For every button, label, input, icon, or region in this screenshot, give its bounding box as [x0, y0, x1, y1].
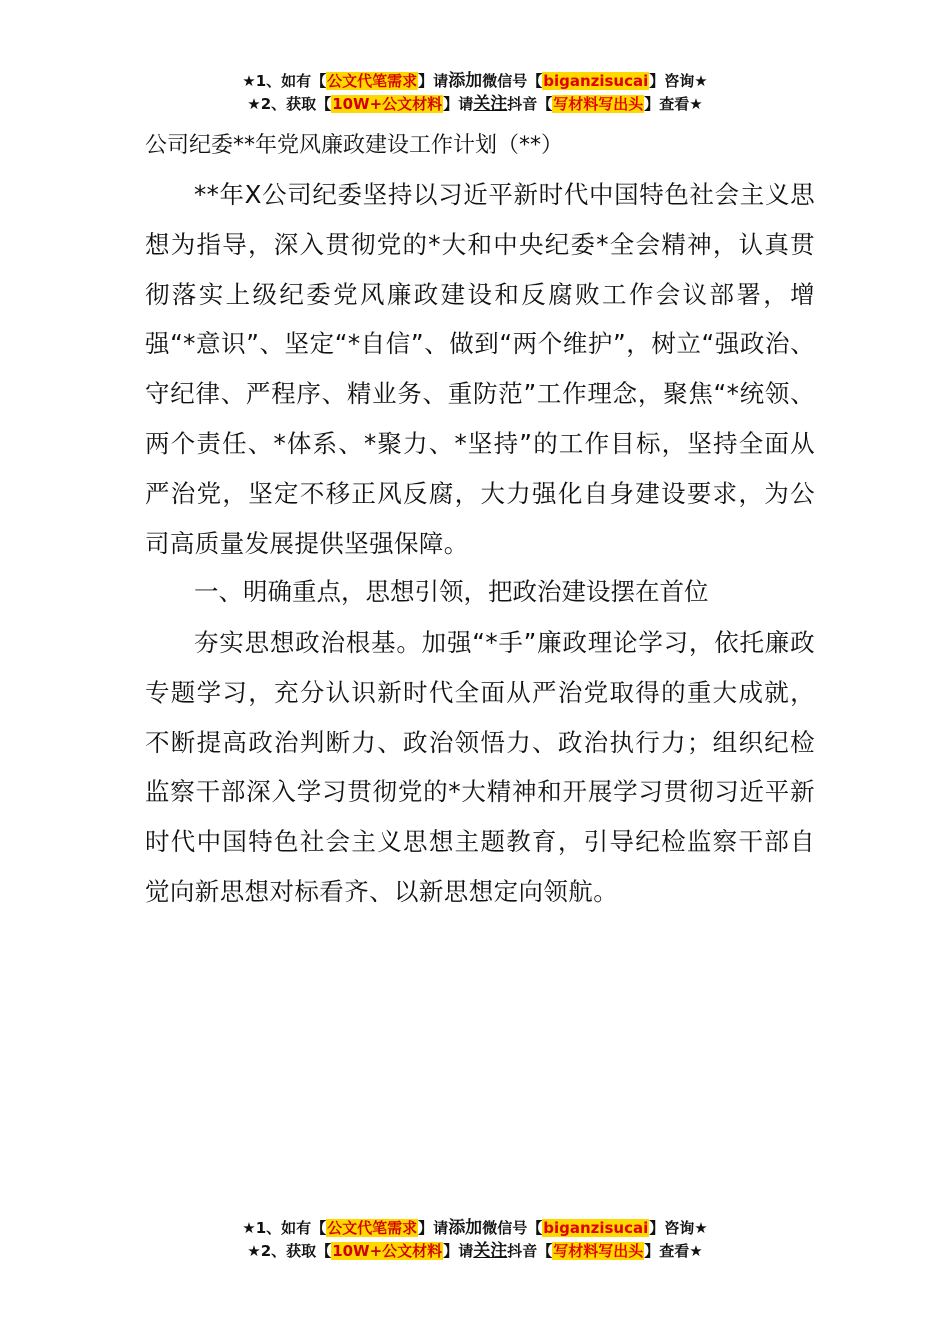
promo-text: 】请 — [443, 95, 474, 113]
promo-highlight: 10W+公文材料 — [332, 95, 443, 113]
promo-line-2 — [0, 93, 950, 116]
promo-text: ★2、获取【 — [247, 95, 332, 113]
promo-text: ★1、如有【 — [242, 72, 327, 90]
promo-text: 】咨询★ — [649, 1219, 708, 1237]
promo-text: ★1、如有【 — [242, 1219, 327, 1237]
promo-emphasis: 添加 — [448, 1218, 483, 1238]
promo-text: 微信号【 — [482, 1219, 543, 1237]
promo-text: 】请 — [418, 1219, 449, 1237]
document-title: 公司纪委**年党风廉政建设工作计划（**） — [145, 133, 564, 158]
promo-text: 抖音【 — [507, 95, 553, 113]
promo-text: ★2、获取【 — [247, 1242, 332, 1260]
top-promo-banner — [0, 70, 950, 116]
promo-text: 】查看★ — [644, 95, 703, 113]
promo-douyin-id: 写材料写出头 — [553, 1242, 644, 1260]
section-heading-1: 一、明确重点，思想引领，把政治建设摆在首位 — [194, 577, 709, 606]
body-paragraph-2: 夯实思想政治根基。加强“*手”廉政理论学习，依托廉政专题学习，充分认识新时代全面从严治党取得的重大成就，不断提高政治判断力、政治领悟力、政治执行力；组织纪检监察干部深入学习贯彻党的*大精神和开展学习贯彻习近平新时代中国特色社会主义思想主题教育，引导纪检监察干部自觉向新思想对标看齐、以新思想定向领航。 — [145, 628, 815, 906]
promo-douyin-id: 写材料写出头 — [553, 95, 644, 113]
bottom-promo-banner — [0, 1217, 950, 1263]
promo-line-1 — [0, 70, 950, 93]
promo-text: 】咨询★ — [649, 72, 708, 90]
promo-line-1 — [0, 1217, 950, 1240]
promo-text: 微信号【 — [482, 72, 543, 90]
promo-highlight: 公文代笔需求 — [327, 1219, 418, 1237]
promo-highlight: 公文代笔需求 — [327, 72, 418, 90]
promo-emphasis: 添加 — [448, 71, 483, 91]
promo-wechat-id: biganzisucai — [543, 72, 649, 90]
promo-emphasis: 关注 — [473, 1241, 508, 1261]
promo-emphasis: 关注 — [473, 94, 508, 114]
promo-line-2 — [0, 1240, 950, 1263]
promo-text: 】查看★ — [644, 1242, 703, 1260]
body-paragraph-1: **年X公司纪委坚持以习近平新时代中国特色社会主义思想为指导，深入贯彻党的*大和中央纪委*全会精神，认真贯彻落实上级纪委党风廉政建设和反腐败工作会议部署，增强“*意识”、坚定“*自信”、做到“两个维护”，树立“强政治、守纪律、严程序、精业务、重防范”工作理念，聚焦“*统领、两个责任、*体系、*聚力、*坚持”的工作目标，坚持全面从严治党，坚定不移正风反腐，大力强化自身建设要求，为公司高质量发展提供坚强保障。 — [145, 180, 815, 558]
promo-highlight: 10W+公文材料 — [332, 1242, 443, 1260]
promo-text: 】请 — [443, 1242, 474, 1260]
promo-text: 】请 — [418, 72, 449, 90]
promo-text: 抖音【 — [507, 1242, 553, 1260]
promo-wechat-id: biganzisucai — [543, 1219, 649, 1237]
